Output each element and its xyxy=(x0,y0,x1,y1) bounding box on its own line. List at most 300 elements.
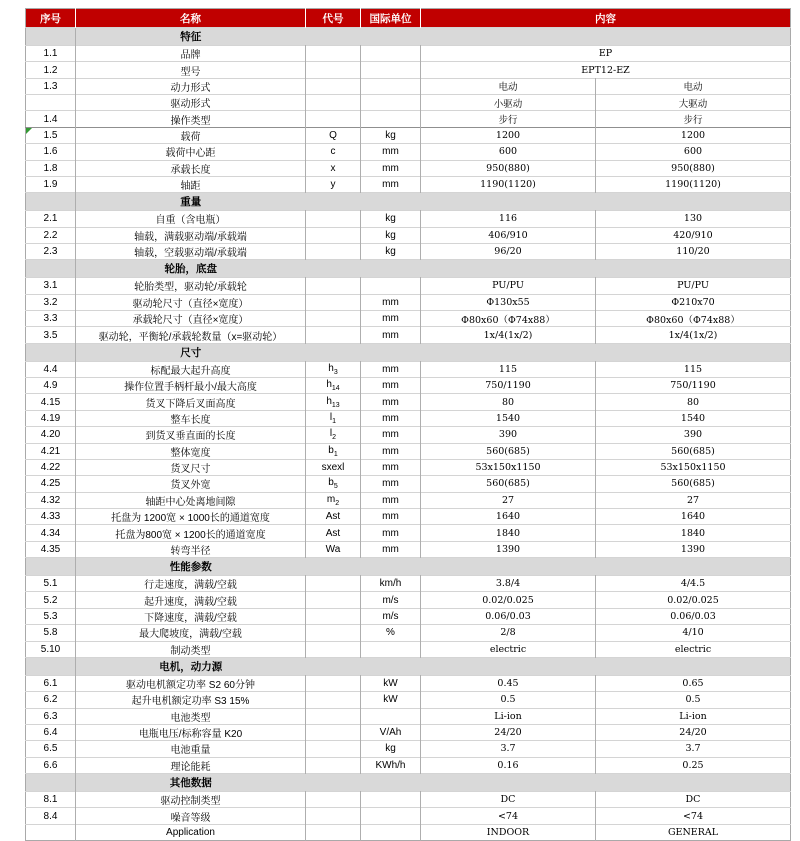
value-column1-cell: 560(685) xyxy=(421,476,596,492)
symbol-code-cell: sxexl xyxy=(306,459,361,475)
table-row xyxy=(26,327,791,343)
symbol-code-cell: $l_1$ xyxy=(306,410,361,426)
row-number-cell: 5.3 xyxy=(26,608,76,624)
table-row xyxy=(26,278,791,294)
unit-cell: mm xyxy=(361,476,421,492)
table-row xyxy=(26,625,791,641)
parameter-name-cell: 承载长度 xyxy=(76,160,306,176)
section-row xyxy=(26,558,791,576)
parameter-name-cell: 操作类型 xyxy=(76,111,306,127)
symbol-code-cell: Q xyxy=(306,127,361,143)
section-spacer xyxy=(306,343,791,361)
value-column2-cell: 750/1190 xyxy=(596,378,791,394)
table-row xyxy=(26,459,791,475)
symbol-code-cell: c xyxy=(306,144,361,160)
table-row xyxy=(26,525,791,541)
table-row xyxy=(26,378,791,394)
value-column2-cell: 130 xyxy=(596,211,791,227)
table-row xyxy=(26,808,791,824)
parameter-name-cell: 下降速度，满载/空载 xyxy=(76,608,306,624)
row-number-cell: 6.3 xyxy=(26,708,76,724)
section-no-cell xyxy=(26,28,76,46)
value-column1-cell: 0.45 xyxy=(421,675,596,691)
unit-cell: kg xyxy=(361,127,421,143)
unit-cell: mm xyxy=(361,378,421,394)
table-row xyxy=(26,427,791,443)
section-row xyxy=(26,193,791,211)
symbol-code-cell xyxy=(306,227,361,243)
row-number-cell: 3.2 xyxy=(26,294,76,310)
spec-table xyxy=(25,8,791,841)
value-column1-cell: 1390 xyxy=(421,541,596,557)
table-row xyxy=(26,410,791,426)
unit-cell xyxy=(361,708,421,724)
table-row xyxy=(26,824,791,840)
table-row xyxy=(26,243,791,259)
section-spacer xyxy=(306,774,791,792)
unit-cell: m/s xyxy=(361,592,421,608)
value-column1-cell: Φ130x55 xyxy=(421,294,596,310)
symbol-code-cell xyxy=(306,757,361,773)
table-row xyxy=(26,46,791,62)
row-number-cell: 8.4 xyxy=(26,808,76,824)
table-row xyxy=(26,311,791,327)
row-number-cell: 4.15 xyxy=(26,394,76,410)
symbol-code-cell xyxy=(306,211,361,227)
parameter-name-cell: 理论能耗 xyxy=(76,757,306,773)
symbol-code-cell xyxy=(306,311,361,327)
unit-cell xyxy=(361,278,421,294)
parameter-name-cell: 驱动电机额定功率 S2 60分钟 xyxy=(76,675,306,691)
column-header-content: 内容 xyxy=(421,9,791,28)
value-column2-cell: 600 xyxy=(596,144,791,160)
section-title: 其他数据 xyxy=(76,774,306,792)
value-column2-cell: 53x150x1150 xyxy=(596,459,791,475)
value-column1-cell: 2/8 xyxy=(421,625,596,641)
unit-cell: mm xyxy=(361,311,421,327)
table-row xyxy=(26,476,791,492)
spec-table-body xyxy=(26,28,791,841)
parameter-name-cell: 驱动轮尺寸（直径×宽度） xyxy=(76,294,306,310)
unit-cell xyxy=(361,62,421,78)
row-number-cell: 5.2 xyxy=(26,592,76,608)
table-row xyxy=(26,176,791,192)
section-row xyxy=(26,28,791,46)
parameter-name-cell: 最大爬坡度，满载/空载 xyxy=(76,625,306,641)
row-number-cell: 5.10 xyxy=(26,641,76,657)
row-number-cell: 3.5 xyxy=(26,327,76,343)
value-column1-cell: 53x150x1150 xyxy=(421,459,596,475)
value-column2-cell: 24/20 xyxy=(596,724,791,740)
parameter-name-cell: Application xyxy=(76,824,306,840)
parameter-name-cell: 驱动控制类型 xyxy=(76,792,306,808)
value-column2-cell: 560(685) xyxy=(596,476,791,492)
value-column2-cell: 420/910 xyxy=(596,227,791,243)
parameter-name-cell: 驱动形式 xyxy=(76,95,306,111)
section-no-cell xyxy=(26,343,76,361)
parameter-name-cell: 品牌 xyxy=(76,46,306,62)
unit-cell xyxy=(361,78,421,94)
unit-cell: mm xyxy=(361,176,421,192)
value-column1-cell: 96/20 xyxy=(421,243,596,259)
table-row xyxy=(26,692,791,708)
value-column1-cell: <74 xyxy=(421,808,596,824)
row-number-cell: 8.1 xyxy=(26,792,76,808)
parameter-name-cell: 轴距 xyxy=(76,176,306,192)
unit-cell xyxy=(361,792,421,808)
row-number-cell: 4.34 xyxy=(26,525,76,541)
value-column1-cell: 步行 xyxy=(421,111,596,127)
section-no-cell xyxy=(26,657,76,675)
parameter-name-cell: 电瓶电压/标称容量 K20 xyxy=(76,724,306,740)
row-number-cell: 3.3 xyxy=(26,311,76,327)
value-column2-cell: 0.5 xyxy=(596,692,791,708)
row-number-cell: 1.4 xyxy=(26,111,76,127)
unit-cell xyxy=(361,824,421,840)
table-row xyxy=(26,741,791,757)
row-number-cell: 5.8 xyxy=(26,625,76,641)
table-row xyxy=(26,592,791,608)
value-column2-cell: 大驱动 xyxy=(596,95,791,111)
value-column2-cell: 1640 xyxy=(596,508,791,524)
value-column2-cell: 步行 xyxy=(596,111,791,127)
row-number-cell: 6.2 xyxy=(26,692,76,708)
value-column2-cell: 1x/4(1x/2) xyxy=(596,327,791,343)
value-column2-cell: 1840 xyxy=(596,525,791,541)
symbol-code-cell xyxy=(306,243,361,259)
parameter-name-cell: 货叉外宽 xyxy=(76,476,306,492)
parameter-name-cell: 载荷 xyxy=(76,127,306,143)
table-row xyxy=(26,227,791,243)
row-number-cell: 5.1 xyxy=(26,576,76,592)
section-row xyxy=(26,343,791,361)
value-column1-cell: DC xyxy=(421,792,596,808)
parameter-name-cell: 轮胎类型，驱动轮/承载轮 xyxy=(76,278,306,294)
row-number-cell: 1.8 xyxy=(26,160,76,176)
value-column2-cell: 950(880) xyxy=(596,160,791,176)
section-spacer xyxy=(306,558,791,576)
parameter-name-cell: 标配最大起升高度 xyxy=(76,361,306,377)
table-row xyxy=(26,144,791,160)
symbol-code-cell xyxy=(306,708,361,724)
column-header-name: 名称 xyxy=(76,9,306,28)
table-row xyxy=(26,675,791,691)
symbol-code-cell xyxy=(306,62,361,78)
unit-cell: mm xyxy=(361,394,421,410)
value-column2-cell: PU/PU xyxy=(596,278,791,294)
unit-cell: kW xyxy=(361,692,421,708)
section-title: 重量 xyxy=(76,193,306,211)
section-spacer xyxy=(306,193,791,211)
value-column2-cell: <74 xyxy=(596,808,791,824)
unit-cell: mm xyxy=(361,361,421,377)
value-column1-cell: 80 xyxy=(421,394,596,410)
table-row xyxy=(26,492,791,508)
section-no-cell xyxy=(26,260,76,278)
parameter-name-cell: 承载轮尺寸（直径×宽度） xyxy=(76,311,306,327)
section-no-cell xyxy=(26,774,76,792)
table-row xyxy=(26,160,791,176)
table-row xyxy=(26,724,791,740)
unit-cell: kg xyxy=(361,243,421,259)
parameter-name-cell: 托盘为800宽 × 1200长的通道宽度 xyxy=(76,525,306,541)
symbol-code-cell xyxy=(306,294,361,310)
value-column1-cell: 560(685) xyxy=(421,443,596,459)
symbol-code-cell xyxy=(306,278,361,294)
symbol-code-cell xyxy=(306,692,361,708)
row-number-cell: 4.25 xyxy=(26,476,76,492)
value-column1-cell: 3.8/4 xyxy=(421,576,596,592)
value-column1-cell: 115 xyxy=(421,361,596,377)
value-column1-cell: 950(880) xyxy=(421,160,596,176)
symbol-code-cell xyxy=(306,576,361,592)
parameter-name-cell: 轴载，满载驱动端/承载端 xyxy=(76,227,306,243)
value-column1-cell: 3.7 xyxy=(421,741,596,757)
symbol-code-cell: Ast xyxy=(306,508,361,524)
table-row xyxy=(26,394,791,410)
value-column2-cell: 4/4.5 xyxy=(596,576,791,592)
value-column1-cell: INDOOR xyxy=(421,824,596,840)
row-number-cell: 1.1 xyxy=(26,46,76,62)
value-column1-cell: 406/910 xyxy=(421,227,596,243)
table-row xyxy=(26,211,791,227)
section-spacer xyxy=(306,28,791,46)
column-header-code: 代号 xyxy=(306,9,361,28)
value-column1-cell: 0.16 xyxy=(421,757,596,773)
value-column2-cell: Φ80x60（Φ74x88） xyxy=(596,311,791,327)
parameter-name-cell: 整车长度 xyxy=(76,410,306,426)
value-column2-cell: 560(685) xyxy=(596,443,791,459)
value-column1-cell: 0.02/0.025 xyxy=(421,592,596,608)
parameter-name-cell: 起升电机额定功率 S3 15% xyxy=(76,692,306,708)
value-column2-cell: 110/20 xyxy=(596,243,791,259)
value-column2-cell: 1200 xyxy=(596,127,791,143)
row-number-cell xyxy=(26,824,76,840)
symbol-code-cell: Wa xyxy=(306,541,361,557)
value-column2-cell: 390 xyxy=(596,427,791,443)
unit-cell: mm xyxy=(361,443,421,459)
symbol-code-cell: $m_2$ xyxy=(306,492,361,508)
symbol-code-cell: $b_5$ xyxy=(306,476,361,492)
value-merged-cell: EPT12-EZ xyxy=(421,62,791,78)
parameter-name-cell: 自重（含电瓶） xyxy=(76,211,306,227)
unit-cell: % xyxy=(361,625,421,641)
value-column2-cell: 4/10 xyxy=(596,625,791,641)
row-number-cell: 4.33 xyxy=(26,508,76,524)
parameter-name-cell: 轴距中心处离地间隙 xyxy=(76,492,306,508)
row-number-cell: 4.22 xyxy=(26,459,76,475)
symbol-code-cell xyxy=(306,824,361,840)
value-column2-cell: 115 xyxy=(596,361,791,377)
symbol-code-cell: $l_2$ xyxy=(306,427,361,443)
value-column2-cell: 27 xyxy=(596,492,791,508)
row-number-cell: 1.2 xyxy=(26,62,76,78)
row-number-cell: 6.4 xyxy=(26,724,76,740)
table-row xyxy=(26,127,791,143)
value-column2-cell: 0.25 xyxy=(596,757,791,773)
symbol-code-cell xyxy=(306,675,361,691)
section-title: 电机，动力源 xyxy=(76,657,306,675)
parameter-name-cell: 到货叉垂直面的长度 xyxy=(76,427,306,443)
value-column2-cell: GENERAL xyxy=(596,824,791,840)
parameter-name-cell: 电池重量 xyxy=(76,741,306,757)
value-column2-cell: 1540 xyxy=(596,410,791,426)
header-row xyxy=(26,9,791,28)
table-row xyxy=(26,443,791,459)
symbol-code-cell: x xyxy=(306,160,361,176)
value-column1-cell: 1200 xyxy=(421,127,596,143)
row-number-cell: 2.3 xyxy=(26,243,76,259)
value-column2-cell: 3.7 xyxy=(596,741,791,757)
value-column1-cell: 1840 xyxy=(421,525,596,541)
table-row xyxy=(26,641,791,657)
value-column1-cell: 1x/4(1x/2) xyxy=(421,327,596,343)
table-row xyxy=(26,541,791,557)
unit-cell: kg xyxy=(361,227,421,243)
value-column1-cell: 0.06/0.03 xyxy=(421,608,596,624)
row-number-cell: 4.21 xyxy=(26,443,76,459)
section-row xyxy=(26,260,791,278)
value-column1-cell: Φ80x60（Φ74x88） xyxy=(421,311,596,327)
row-number-cell: 4.20 xyxy=(26,427,76,443)
parameter-name-cell: 操作位置手柄杆最小/最大高度 xyxy=(76,378,306,394)
table-row xyxy=(26,708,791,724)
parameter-name-cell: 动力形式 xyxy=(76,78,306,94)
parameter-name-cell: 行走速度，满载/空载 xyxy=(76,576,306,592)
unit-cell: mm xyxy=(361,410,421,426)
section-spacer xyxy=(306,260,791,278)
row-number-cell: 4.4 xyxy=(26,361,76,377)
value-column1-cell: 27 xyxy=(421,492,596,508)
value-column2-cell: 0.02/0.025 xyxy=(596,592,791,608)
unit-cell xyxy=(361,111,421,127)
unit-cell: mm xyxy=(361,541,421,557)
value-column1-cell: electric xyxy=(421,641,596,657)
parameter-name-cell: 托盘为 1200宽 × 1000长的通道宽度 xyxy=(76,508,306,524)
value-column2-cell: Li-ion xyxy=(596,708,791,724)
row-number-cell: 1.3 xyxy=(26,78,76,94)
table-row xyxy=(26,608,791,624)
parameter-name-cell: 噪音等级 xyxy=(76,808,306,824)
value-column1-cell: 0.5 xyxy=(421,692,596,708)
section-title: 尺寸 xyxy=(76,343,306,361)
symbol-code-cell xyxy=(306,111,361,127)
unit-cell: mm xyxy=(361,508,421,524)
symbol-code-cell: y xyxy=(306,176,361,192)
parameter-name-cell: 货叉尺寸 xyxy=(76,459,306,475)
row-number-cell xyxy=(26,95,76,111)
value-column2-cell: 0.65 xyxy=(596,675,791,691)
unit-cell: mm xyxy=(361,327,421,343)
parameter-name-cell: 转弯半径 xyxy=(76,541,306,557)
section-title: 特征 xyxy=(76,28,306,46)
parameter-name-cell: 驱动轮，平衡轮/承载轮数量（x=驱动轮） xyxy=(76,327,306,343)
section-spacer xyxy=(306,657,791,675)
table-row xyxy=(26,508,791,524)
symbol-code-cell xyxy=(306,625,361,641)
value-column2-cell: 1390 xyxy=(596,541,791,557)
value-column1-cell: 电动 xyxy=(421,78,596,94)
unit-cell: m/s xyxy=(361,608,421,624)
unit-cell: kW xyxy=(361,675,421,691)
unit-cell: KWh/h xyxy=(361,757,421,773)
parameter-name-cell: 轴载，空载驱动端/承载端 xyxy=(76,243,306,259)
table-row xyxy=(26,361,791,377)
value-column2-cell: 1190(1120) xyxy=(596,176,791,192)
row-number-cell: 4.32 xyxy=(26,492,76,508)
row-number-cell: 1.6 xyxy=(26,144,76,160)
value-column1-cell: 小驱动 xyxy=(421,95,596,111)
parameter-name-cell: 型号 xyxy=(76,62,306,78)
parameter-name-cell: 货叉下降后叉面高度 xyxy=(76,394,306,410)
symbol-code-cell xyxy=(306,641,361,657)
row-number-cell: 3.1 xyxy=(26,278,76,294)
unit-cell: km/h xyxy=(361,576,421,592)
value-column1-cell: PU/PU xyxy=(421,278,596,294)
value-column1-cell: 24/20 xyxy=(421,724,596,740)
table-row xyxy=(26,792,791,808)
unit-cell: kg xyxy=(361,741,421,757)
comment-indicator-icon xyxy=(26,128,32,134)
row-number-cell: 2.2 xyxy=(26,227,76,243)
row-number-cell: 4.19 xyxy=(26,410,76,426)
column-header-no: 序号 xyxy=(26,9,76,28)
row-number-cell: 1.9 xyxy=(26,176,76,192)
symbol-code-cell: $h_3$ xyxy=(306,361,361,377)
row-number-cell: 2.1 xyxy=(26,211,76,227)
row-number-cell: 4.9 xyxy=(26,378,76,394)
unit-cell: mm xyxy=(361,160,421,176)
value-column2-cell: DC xyxy=(596,792,791,808)
parameter-name-cell: 制动类型 xyxy=(76,641,306,657)
column-header-unit: 国际单位 xyxy=(361,9,421,28)
row-number-cell: 6.1 xyxy=(26,675,76,691)
value-column1-cell: 600 xyxy=(421,144,596,160)
row-number-cell: 1.5 xyxy=(26,127,76,143)
value-column1-cell: 1190(1120) xyxy=(421,176,596,192)
unit-cell: mm xyxy=(361,427,421,443)
parameter-name-cell: 起升速度，满载/空载 xyxy=(76,592,306,608)
unit-cell: V/Ah xyxy=(361,724,421,740)
unit-cell xyxy=(361,808,421,824)
section-title: 轮胎，底盘 xyxy=(76,260,306,278)
value-column1-cell: 390 xyxy=(421,427,596,443)
value-column1-cell: 1640 xyxy=(421,508,596,524)
symbol-code-cell xyxy=(306,46,361,62)
section-title: 性能参数 xyxy=(76,558,306,576)
symbol-code-cell xyxy=(306,792,361,808)
value-column1-cell: 1540 xyxy=(421,410,596,426)
value-column2-cell: 80 xyxy=(596,394,791,410)
row-number-cell: 6.6 xyxy=(26,757,76,773)
symbol-code-cell xyxy=(306,724,361,740)
value-merged-cell: EP xyxy=(421,46,791,62)
table-row xyxy=(26,62,791,78)
symbol-code-cell xyxy=(306,608,361,624)
symbol-code-cell xyxy=(306,741,361,757)
section-no-cell xyxy=(26,558,76,576)
value-column2-cell: electric xyxy=(596,641,791,657)
symbol-code-cell xyxy=(306,78,361,94)
parameter-name-cell: 载荷中心距 xyxy=(76,144,306,160)
table-row xyxy=(26,111,791,127)
table-row xyxy=(26,78,791,94)
symbol-code-cell xyxy=(306,808,361,824)
value-column2-cell: Φ210x70 xyxy=(596,294,791,310)
symbol-code-cell: $b_1$ xyxy=(306,443,361,459)
unit-cell xyxy=(361,641,421,657)
symbol-code-cell xyxy=(306,95,361,111)
